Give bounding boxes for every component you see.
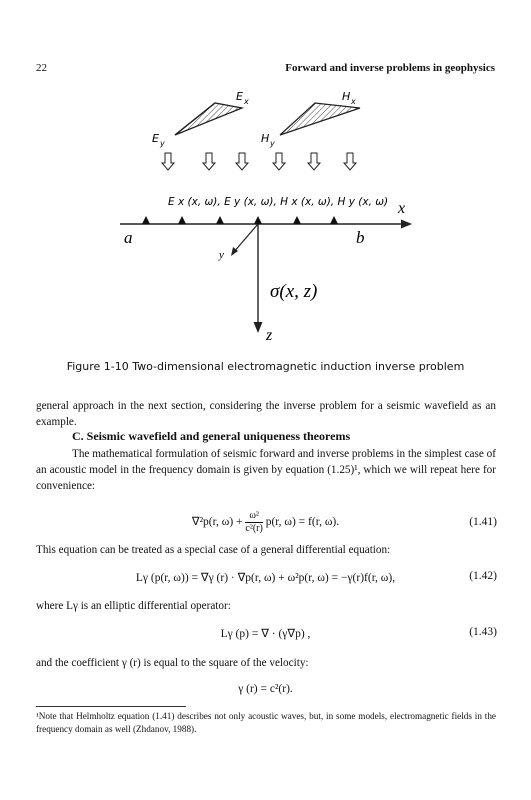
label-hx-sub: x bbox=[351, 97, 356, 106]
field-components: E x (x, ω), E y (x, ω), H x (x, ω), H y (x, ω) bbox=[168, 196, 389, 208]
station-2 bbox=[178, 216, 186, 224]
station-1 bbox=[142, 216, 150, 224]
label-hx: H bbox=[342, 90, 351, 103]
paragraph-5: and the coefficient γ (r) is equal to the square of the velocity: bbox=[36, 657, 309, 669]
paragraph-3: This equation can be treated as a special case of a general differential equation: bbox=[36, 544, 391, 556]
equation-gamma: γ (r) = c²(r). bbox=[238, 683, 293, 695]
figure-caption: Figure 1-10 Two-dimensional electromagnetic induction inverse problem bbox=[66, 360, 465, 373]
conductivity-label: σ(x, z) bbox=[270, 281, 318, 302]
down-arrow-6 bbox=[344, 153, 356, 170]
z-axis-label: z bbox=[266, 327, 273, 344]
paragraph-4: where Lγ is an elliptic differential operator: bbox=[36, 600, 231, 612]
label-ey-sub: y bbox=[160, 139, 165, 148]
incident-wave-arrows bbox=[162, 153, 356, 170]
down-arrow-5 bbox=[308, 153, 320, 170]
equation-1-43: Lγ (p) = ∇ · (γ∇p) , (1.43) bbox=[220, 626, 497, 640]
station-5 bbox=[293, 216, 301, 224]
label-ey: E bbox=[152, 132, 159, 145]
equation-1-41: ∇²p(r, ω) + $\frac{\text{ω²}}{\text{c²(r)}}$ p(r, ω) = f(r, ω). (1.41) bbox=[191, 510, 497, 534]
paragraph-1: general approach in the next section, considering the inverse problem for a seismic wavefield as an example. bbox=[36, 400, 496, 428]
observation-stations bbox=[142, 216, 338, 224]
equation-1-42: Lγ (p(r, ω)) = ∇γ (r) · ∇p(r, ω) + ω²p(r, ω) = −γ(r)f(r, ω), (1.42) bbox=[135, 570, 497, 584]
point-b: b bbox=[356, 228, 365, 247]
footnote-rule bbox=[36, 706, 186, 707]
station-3 bbox=[216, 216, 224, 224]
figure-em-induction bbox=[0, 0, 531, 360]
page-number: 22 bbox=[36, 62, 47, 74]
x-axis-arrowhead bbox=[401, 220, 412, 229]
station-6 bbox=[330, 216, 338, 224]
down-arrow-1 bbox=[162, 153, 174, 170]
hx-hy-wedge bbox=[280, 103, 360, 135]
label-ex-sub: x bbox=[244, 97, 249, 106]
y-axis-label: y bbox=[219, 249, 224, 261]
label-hy-sub: y bbox=[270, 139, 275, 148]
paragraph-2: The mathematical formulation of seismic forward and inverse problems in the simplest case of an acoustic model in the frequency domain is given by equation (1.25)¹, which we will repeat here for convenience: bbox=[36, 448, 496, 492]
section-heading: C. Seismic wavefield and general uniqueness theorems bbox=[72, 429, 351, 443]
down-arrow-3 bbox=[236, 153, 248, 170]
label-ex: E bbox=[236, 90, 243, 103]
x-axis-label: x bbox=[398, 200, 406, 217]
footnote: ¹Note that Helmholtz equation (1.41) describes not only acoustic waves, but, in some models, electromagnetic fields in the frequency domain as well (Zhdanov, 1988). bbox=[36, 711, 496, 734]
station-4 bbox=[254, 216, 262, 224]
down-arrow-2 bbox=[203, 153, 215, 170]
z-axis-arrowhead bbox=[254, 322, 263, 333]
point-a: a bbox=[124, 228, 133, 247]
running-title: Forward and inverse problems in geophysics bbox=[285, 62, 495, 74]
label-hy: H bbox=[261, 132, 270, 145]
down-arrow-4 bbox=[273, 153, 285, 170]
